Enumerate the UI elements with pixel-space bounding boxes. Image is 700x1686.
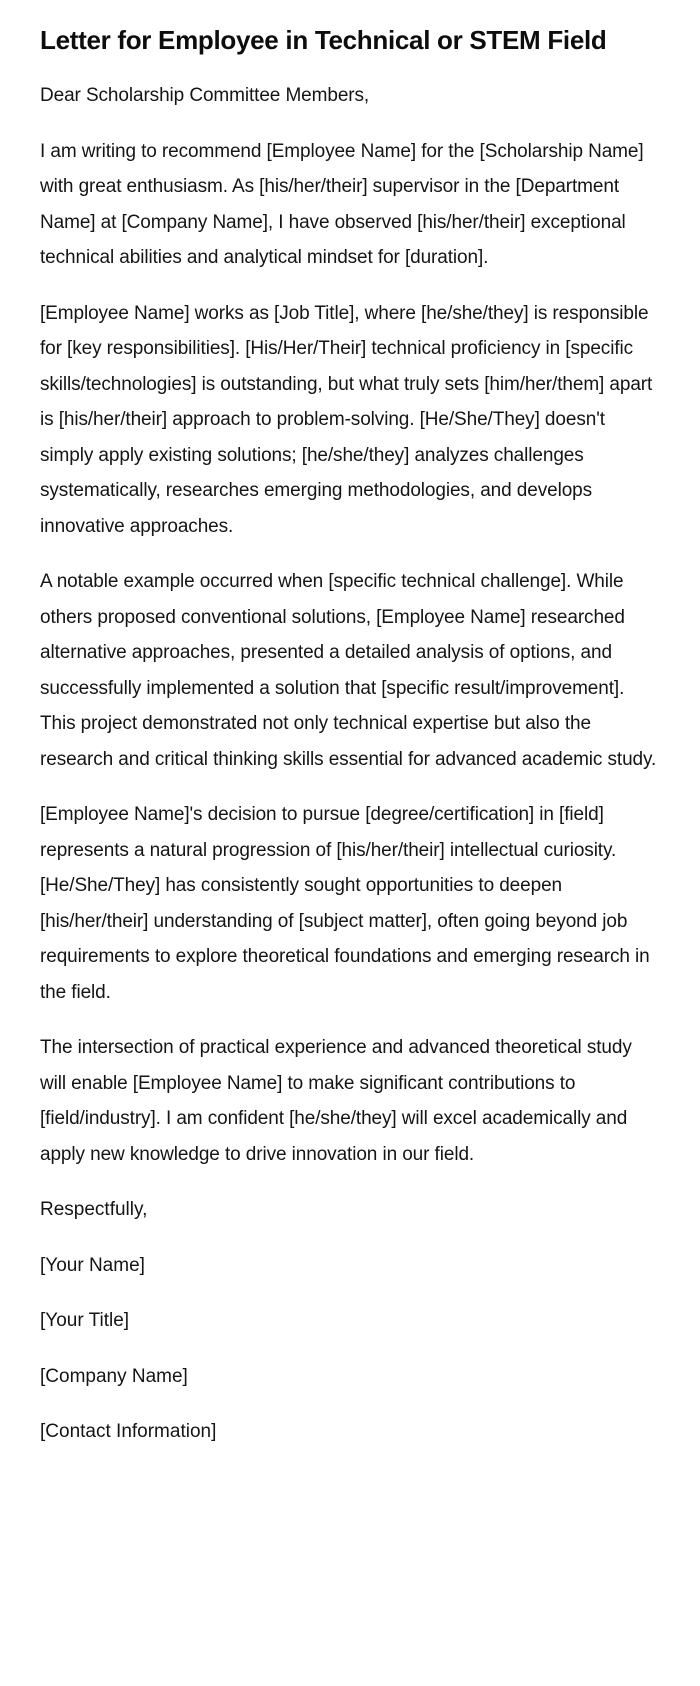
valediction: Respectfully,: [40, 1199, 148, 1220]
body-paragraph-role: [Employee Name] works as [Job Title], where [he/she/they] is responsible for [key responsibilities]. [His/Her/Their] technical proficiency in [specific skills/technologies] is outstanding, but what truly sets [him/her/them] apart is [his/her/their] approach to problem-solving. [He/She/They] doesn't simply apply existing solutions; [he/she/they] analyzes challenges systematically, researches emerging methodologies, and develops innovative approaches.: [40, 302, 653, 537]
body-paragraph-intro: I am writing to recommend [Employee Name] for the [Scholarship Name] with great enthusiasm. As [his/her/their] supervisor in the [Department Name] at [Company Name], I have observed [his/her/their] exceptional technical abilities and analytical mindset for [duration].: [40, 140, 644, 268]
body-paragraph-goals: [Employee Name]'s decision to pursue [degree/certification] in [field] represents a natural progression of [his/her/their] intellectual curiosity. [He/She/They] has consistently sought opportunities to deepen [his/her/their] understanding of [subject matter], often going beyond job requirements to explore theoretical foundations and emerging research in the field.: [40, 804, 650, 1003]
closing-block: [40, 1192, 660, 1450]
signer-contact: [Contact Information]: [40, 1421, 217, 1442]
signer-company: [Company Name]: [40, 1365, 188, 1387]
signer-title: [Your Title]: [40, 1310, 130, 1331]
salutation: Dear Scholarship Committee Members,: [40, 85, 370, 106]
signer-name: [Your Name]: [40, 1254, 145, 1276]
body-paragraph-example: A notable example occurred when [specific technical challenge]. While others proposed conventional solutions, [Employee Name] researched alternative approaches, presented a detailed analysis of options, and successfully implemented a solution that [specific result/improvement]. This project demonstrated not only technical expertise but also the research and critical thinking skills essential for advanced academic study.: [40, 571, 657, 770]
body-paragraph-conclusion: The intersection of practical experience and advanced theoretical study will enable [Employee Name] to make significant contributions to [field/industry]. I am confident [he/she/they] will excel academically and apply new knowledge to drive innovation in our field.: [40, 1037, 632, 1165]
letter-title: Letter for Employee in Technical or STEM Field: [40, 25, 607, 55]
